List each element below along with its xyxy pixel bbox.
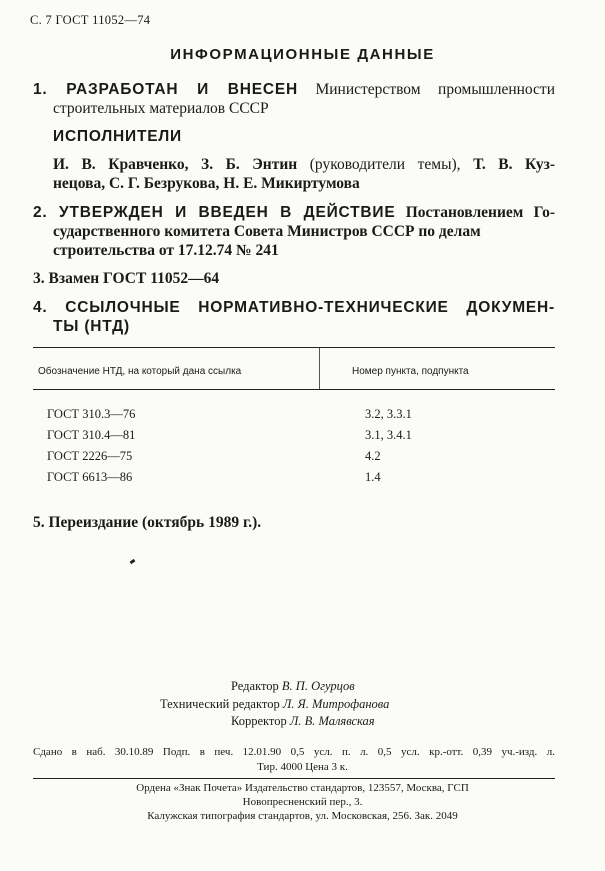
table-header-clause: Номер пункта, подпункта <box>352 366 469 377</box>
table-cell-ntd: ГОСТ 310.4—81 <box>47 428 136 442</box>
section-4-line-1: 4. ССЫЛОЧНЫЕ НОРМАТИВНО-ТЕХНИЧЕСКИЕ ДОКУМЕН- <box>33 299 556 316</box>
table-cell-ntd: ГОСТ 2226—75 <box>47 449 133 463</box>
imprint-corrector: Корректор Л. В. Малявская <box>231 714 375 728</box>
performers-role: (руководители темы), <box>309 156 461 173</box>
table-top-rule <box>33 347 555 348</box>
section-1-line-1 <box>33 80 555 99</box>
table-header-ntd: Обозначение НТД, на который дана ссылка <box>38 366 242 377</box>
page-header: С. 7 ГОСТ 11052—74 <box>30 13 151 27</box>
table-header-rule <box>33 389 555 390</box>
page-title: ИНФОРМАЦИОННЫЕ ДАННЫЕ <box>170 46 435 63</box>
table-cell-clause: 3.1, 3.4.1 <box>365 428 412 442</box>
table-cell-clause: 3.2, 3.3.1 <box>365 407 412 421</box>
imprint-tech-editor: Технический редактор Л. Я. Митрофанова <box>160 697 390 711</box>
imprint-line-5: Калужская типография стандартов, ул. Московская, 256. Зак. 2049 <box>147 810 458 822</box>
performers-line-2: нецова, С. Г. Безрукова, Н. Е. Микиртумова <box>53 175 360 192</box>
imprint-line-2: Тир. 4000 Цена 3 к. <box>257 761 348 773</box>
imprint-line-1: Сдано в наб. 30.10.89 Подп. в печ. 12.01.90 0,5 усл. п. л. 0,5 усл. кр.-отт. 0,39 уч.-изд. л. <box>33 746 555 758</box>
section-1-text: Министерством промышленности <box>315 81 555 98</box>
table-cell-ntd: ГОСТ 310.3—76 <box>47 407 136 421</box>
imprint-rule <box>33 778 555 779</box>
section-3: 3. Взамен ГОСТ 11052—64 <box>33 270 220 287</box>
table-column-divider <box>319 348 320 390</box>
performers-heading: ИСПОЛНИТЕЛИ <box>53 128 182 145</box>
section-2-line-3: строительства от 17.12.74 № 241 <box>53 242 279 259</box>
imprint-editor: Редактор В. П. Огурцов <box>231 679 355 693</box>
section-1-heading: 1. РАЗРАБОТАН И ВНЕСЕН <box>33 81 298 98</box>
table-cell-clause: 1.4 <box>365 470 381 484</box>
section-2-line-2: сударственного комитета Совета Министров СССР по делам <box>53 223 481 240</box>
performers-leaders: И. В. Кравченко, З. Б. Энтин <box>53 156 298 173</box>
performers-line-1 <box>53 155 555 174</box>
ink-speck <box>130 559 136 564</box>
section-2-line-1 <box>33 203 555 222</box>
imprint-line-3: Ордена «Знак Почета» Издательство стандартов, 123557, Москва, ГСП <box>136 782 469 794</box>
section-2-text: Постановлением Го- <box>405 204 555 221</box>
section-1-line-2: строительных материалов СССР <box>53 100 269 117</box>
section-4-line-2: ТЫ (НТД) <box>53 318 130 335</box>
section-2-heading: 2. УТВЕРЖДЕН И ВВЕДЕН В ДЕЙСТВИЕ <box>33 204 396 221</box>
table-cell-ntd: ГОСТ 6613—86 <box>47 470 133 484</box>
section-5: 5. Переиздание (октябрь 1989 г.). <box>33 514 262 531</box>
imprint-line-4: Новопресненский пер., 3. <box>242 796 363 808</box>
performers-name: Т. В. Куз- <box>473 156 556 173</box>
table-cell-clause: 4.2 <box>365 449 381 463</box>
